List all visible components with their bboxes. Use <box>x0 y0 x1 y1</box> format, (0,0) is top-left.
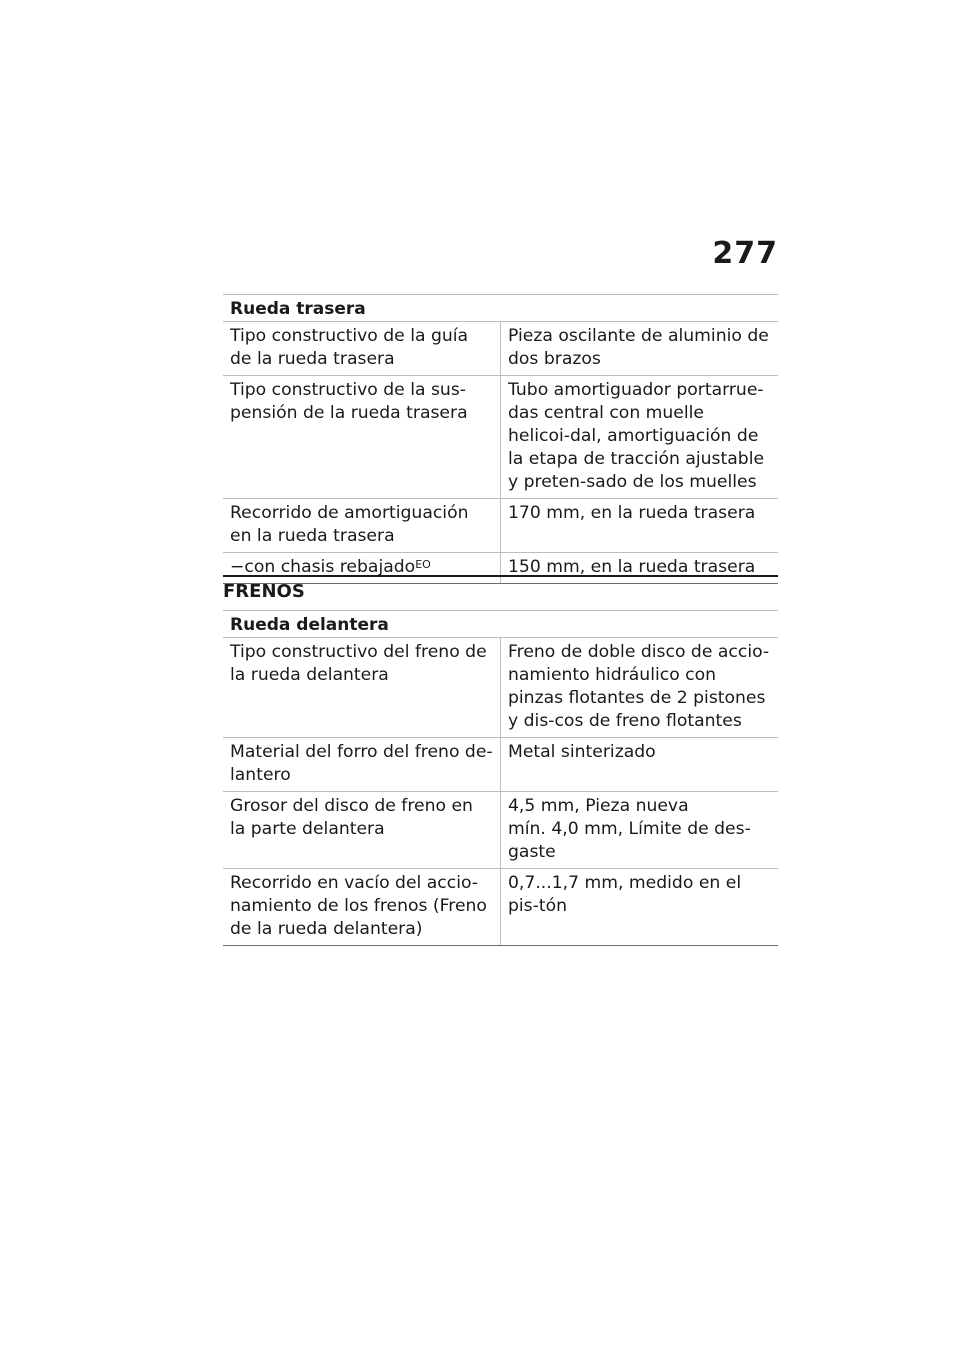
spec-label: Recorrido en vacío del accio-namiento de los frenos (Freno de la rueda delantera) <box>223 869 501 945</box>
spec-value: 170 mm, en la rueda trasera <box>508 503 756 523</box>
front-wheel-table <box>223 610 778 946</box>
table-row <box>223 322 778 376</box>
table-row <box>223 738 778 792</box>
page-number: 277 <box>712 236 778 271</box>
eo-superscript: EO <box>415 558 431 571</box>
spec-value: Pieza oscilante de aluminio de dos brazos <box>508 326 769 369</box>
spec-value <box>501 792 778 868</box>
front-wheel-heading: Rueda delantera <box>223 610 778 638</box>
table-row <box>223 376 778 499</box>
spec-label: Tipo constructivo de la guía de la rueda trasera <box>223 322 501 375</box>
rear-wheel-table <box>223 294 778 584</box>
spec-value: 0,7...1,7 mm, medido en el pis-tón <box>508 873 742 916</box>
spec-label: Material del forro del freno de-lantero <box>223 738 501 791</box>
spec-value: Tubo amortiguador portarrue-das central con muelle helicoi-dal, amortiguación de la etapa de tracción ajustable y preten-sado de los muelles <box>508 380 765 492</box>
rear-wheel-heading: Rueda trasera <box>223 294 778 322</box>
table-row <box>223 499 778 553</box>
spec-label: Tipo constructivo de la sus-pensión de la rueda trasera <box>223 376 501 498</box>
table-row <box>223 792 778 869</box>
chapter-title: FRENOS <box>223 575 778 602</box>
spec-value: Freno de doble disco de accio-namiento hidráulico con pinzas flotantes de 2 pistones y dis-cos de freno flotantes <box>508 642 770 731</box>
spec-value-line: 4,5 mm, Pieza nueva <box>508 796 689 816</box>
spec-value-line: mín. 4,0 mm, Límite de des-gaste <box>508 819 751 862</box>
spec-label: Tipo constructivo del freno de la rueda delantera <box>223 638 501 737</box>
spec-label-text: −con chasis rebajado <box>230 557 416 577</box>
spec-label: Recorrido de amortiguación en la rueda trasera <box>223 499 501 552</box>
table-row <box>223 638 778 738</box>
spec-value: Metal sinterizado <box>508 742 656 762</box>
table-row <box>223 869 778 946</box>
spec-value: 150 mm, en la rueda trasera <box>508 557 756 577</box>
spec-label: Grosor del disco de freno en la parte delantera <box>223 792 501 868</box>
